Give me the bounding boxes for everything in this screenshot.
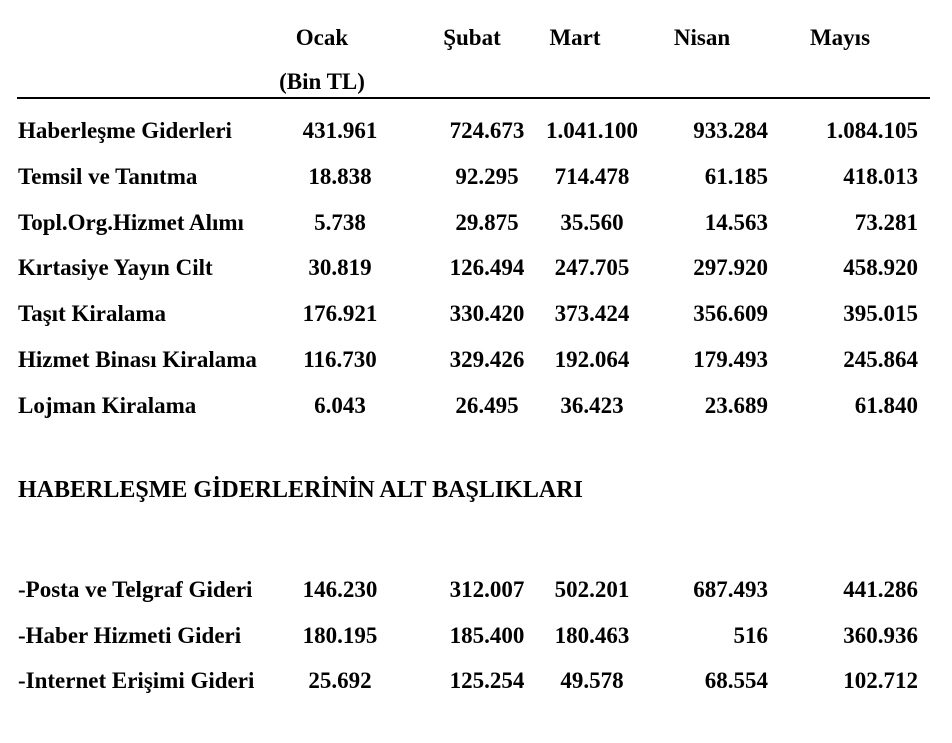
cell-value: 68.554 (704, 668, 768, 693)
table-row (0, 117, 952, 145)
cell-value: 297.920 (693, 255, 768, 280)
row-label: Topl.Org.Hizmet Alımı (18, 210, 244, 235)
cell-value: 116.730 (303, 347, 377, 372)
table-row (0, 622, 952, 650)
row-label: Temsil ve Tanıtma (18, 164, 198, 189)
column-header-subat: Şubat (443, 25, 501, 50)
unit-note: (Bin TL) (279, 69, 365, 94)
cell-value: 418.013 (843, 164, 918, 189)
cell-value: 61.185 (704, 164, 768, 189)
table-row (0, 163, 952, 191)
cell-value: 102.712 (843, 668, 918, 693)
cell-value: 29.875 (455, 210, 519, 235)
row-label: -Haber Hizmeti Gideri (18, 623, 242, 648)
cell-value: 724.673 (449, 118, 525, 143)
cell-value: 330.420 (449, 301, 525, 326)
section-title: HABERLEŞME GİDERLERİNİN ALT BAŞLIKLARI (18, 477, 583, 503)
cell-value: 356.609 (693, 301, 768, 326)
cell-value: 687.493 (693, 577, 768, 602)
row-label: Lojman Kiralama (18, 393, 197, 418)
cell-value: 176.921 (302, 301, 378, 326)
cell-value: 431.961 (302, 118, 378, 143)
cell-value: 329.426 (449, 347, 525, 372)
cell-value: 23.689 (704, 393, 768, 418)
row-label: Taşıt Kiralama (18, 301, 167, 326)
cell-value: 441.286 (843, 577, 918, 602)
cell-value: 35.560 (560, 210, 624, 235)
row-label: Haberleşme Giderleri (18, 118, 232, 143)
cell-value: 61.840 (854, 393, 918, 418)
cell-value: 458.920 (843, 255, 918, 280)
row-label: -Internet Erişimi Gideri (18, 668, 255, 693)
table-row (0, 254, 952, 282)
table-row (0, 209, 952, 237)
cell-value: 125.254 (449, 668, 525, 693)
month-header-row (0, 24, 952, 52)
cell-value: 30.819 (308, 255, 372, 280)
cell-value: 73.281 (854, 210, 918, 235)
row-label: -Posta ve Telgraf Gideri (18, 577, 253, 602)
table-row (0, 392, 952, 420)
cell-value: 92.295 (455, 164, 519, 189)
cell-value: 18.838 (308, 164, 372, 189)
cell-value: 1.084.105 (826, 118, 918, 143)
cell-value: 1.041.100 (546, 118, 638, 143)
cell-value: 312.007 (449, 577, 525, 602)
cell-value: 373.424 (554, 301, 630, 326)
cell-value: 14.563 (704, 210, 768, 235)
cell-value: 185.400 (449, 623, 525, 648)
cell-value: 36.423 (560, 393, 624, 418)
cell-value: 360.936 (843, 623, 918, 648)
cell-value: 192.064 (554, 347, 630, 372)
cell-value: 126.494 (449, 255, 525, 280)
cell-value: 395.015 (843, 301, 918, 326)
cell-value: 49.578 (560, 668, 624, 693)
row-label: Kırtasiye Yayın Cilt (18, 255, 213, 280)
column-header-mayis: Mayıs (809, 25, 871, 50)
cell-value: 26.495 (455, 393, 519, 418)
table-row (0, 667, 952, 695)
column-header-nisan: Nisan (673, 25, 731, 50)
cell-value: 179.493 (693, 347, 768, 372)
table-row (0, 346, 952, 374)
cell-value: 5.738 (314, 210, 366, 235)
cell-value: 714.478 (554, 164, 630, 189)
cell-value: 933.284 (693, 118, 768, 143)
cell-value: 180.195 (302, 623, 378, 648)
table-row (0, 300, 952, 328)
unit-note-row (0, 68, 952, 96)
cell-value: 6.043 (314, 393, 366, 418)
column-header-mart: Mart (549, 25, 601, 50)
cell-value: 25.692 (308, 668, 372, 693)
table-row (0, 576, 952, 604)
cell-value: 247.705 (554, 255, 630, 280)
row-label: Hizmet Binası Kiralama (18, 347, 257, 372)
cell-value: 516 (733, 623, 768, 648)
cell-value: 245.864 (843, 347, 918, 372)
column-header-ocak: Ocak (295, 25, 349, 50)
cell-value: 146.230 (302, 577, 378, 602)
cell-value: 180.463 (554, 623, 630, 648)
cell-value: 502.201 (554, 577, 630, 602)
header-rule (17, 97, 930, 99)
